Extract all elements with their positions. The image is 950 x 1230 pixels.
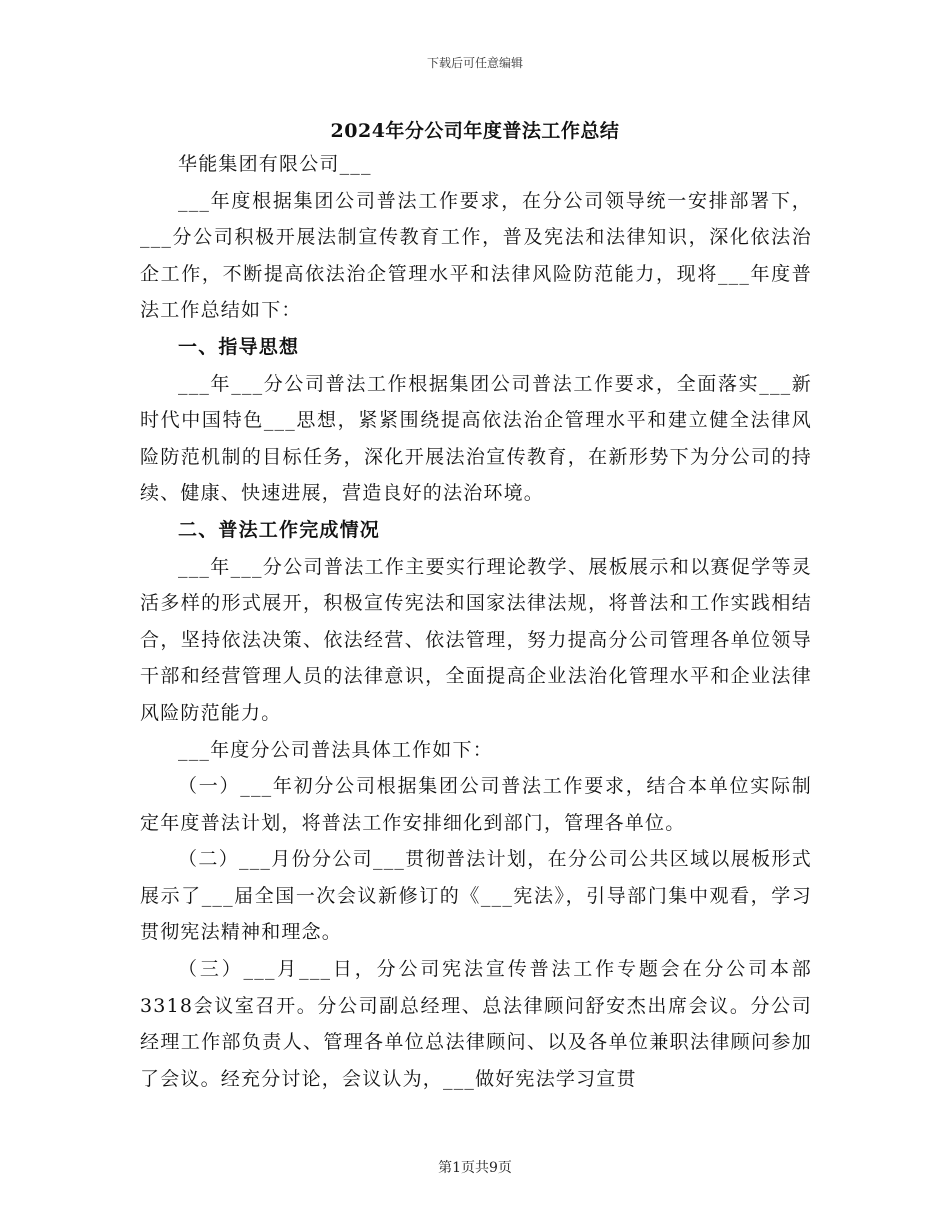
header-note: 下载后可任意编辑	[426, 56, 523, 70]
paragraph-guiding-thought: ___年___分公司普法工作根据集团公司普法工作要求，全面落实___新时代中国特色___思想，紧紧围绕提高依法治企管理水平和建立健全法律风险防范机制的目标任务，深化开展法治宣传教育，在新形势下为分公司的持续、健康、快速进展，营造良好的法治环境。	[140, 372, 812, 505]
organization-line: 华能集团有限公司___	[178, 153, 372, 175]
section-heading-guiding-thought: 一、指导思想	[178, 335, 300, 358]
paragraph-work-overview: ___年度分公司普法具体工作如下：	[178, 738, 493, 761]
section-heading-completion: 二、普法工作完成情况	[178, 518, 381, 541]
document-body	[140, 146, 812, 1097]
paragraph-item-2: （二）___月份分公司___贯彻普法计划，在分公司公共区域以展板形式展示了___届全国一次会议新修订的《___宪法》，引导部门集中观看，学习贯彻宪法精神和理念。	[140, 848, 812, 944]
intro-paragraph: ___年度根据集团公司普法工作要求，在分公司领导统一安排部署下，___分公司积极开展法制宣传教育工作，普及宪法和法律知识，深化依法治企工作，不断提高依法治企管理水平和法律风险防范能力，现将___年度普法工作总结如下：	[140, 189, 812, 322]
paragraph-item-1: （一）___年初分公司根据集团公司普法工作要求，结合本单位实际制定年度普法计划，将普法工作安排细化到部门，管理各单位。	[140, 775, 812, 834]
document-title: 2024年分公司年度普法工作总结	[330, 120, 620, 142]
paragraph-completion: ___年___分公司普法工作主要实行理论教学、展板展示和以赛促学等灵活多样的形式展开，积极宣传宪法和国家法律法规，将普法和工作实践相结合，坚持依法决策、依法经营、依法管理，努力提高分公司管理各单位领导干部和经营管理人员的法律意识，全面提高企业法治化管理水平和企业法律风险防范能力。	[140, 555, 812, 724]
paragraph-item-3: （三）___月___日，分公司宪法宣传普法工作专题会在分公司本部3318会议室召开。分公司副总经理、总法律顾问舒安杰出席会议。分公司经理工作部负责人、管理各单位总法律顾问、以及各单位兼职法律顾问参加了会议。经充分讨论，会议认为，___做好宪法学习宣贯	[140, 958, 812, 1090]
page-footer: 第1页共9页	[438, 1160, 512, 1176]
